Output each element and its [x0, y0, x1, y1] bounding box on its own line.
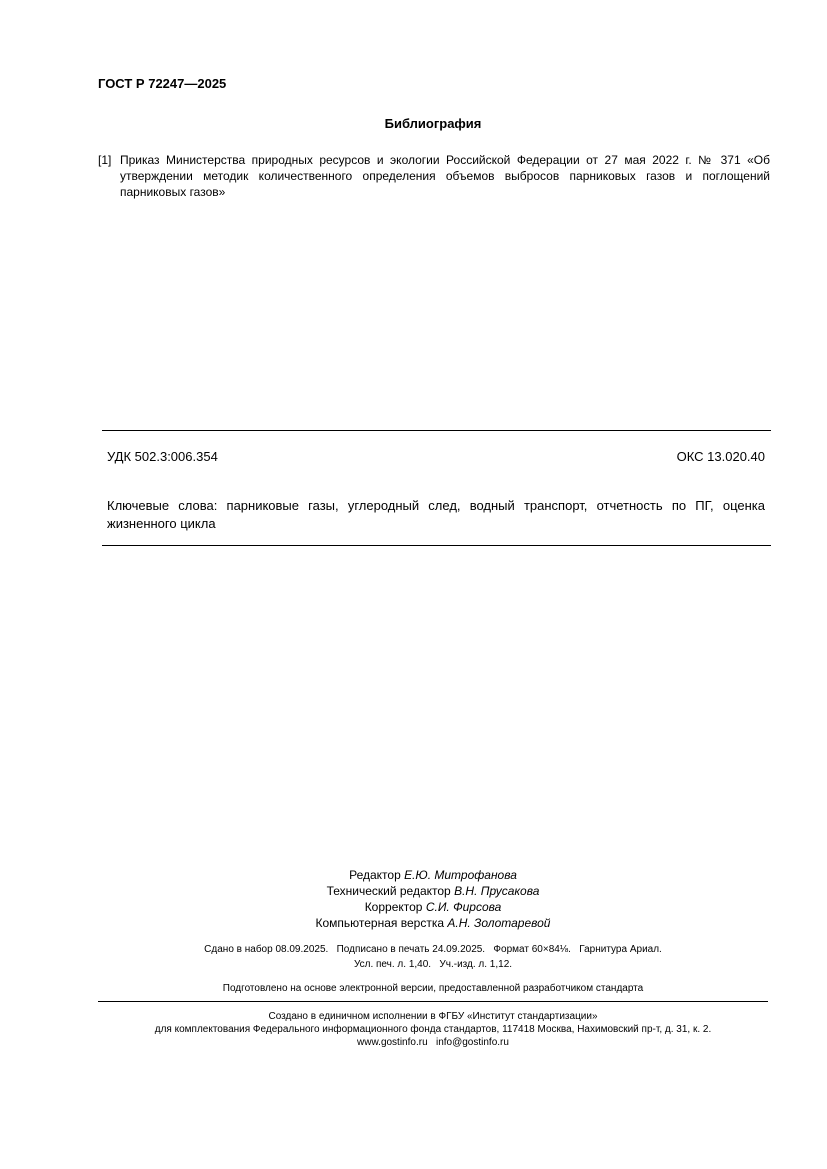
staff-credits: [0, 867, 827, 931]
divider-publisher: [98, 1001, 768, 1002]
udk-code: УДК 502.3:006.354: [107, 449, 218, 464]
staff-layout: Компьютерная верстка А.Н. Золотаревой: [315, 916, 551, 930]
print-info-line2: Усл. печ. л. 1,40. Уч.-изд. л. 1,12.: [353, 959, 513, 970]
bibliography-item-text: Приказ Министерства природных ресурсов и экологии Российской Федерации от 27 мая 2022 г. № 371 «Об утверждении методик количественного определения объемов выбросов парниковых газов и поглощений парниковых газов»: [120, 153, 770, 199]
publisher-line3: www.gostinfo.ru info@gostinfo.ru: [357, 1037, 509, 1048]
publisher-info: [0, 1010, 827, 1049]
print-info-line1: Сдано в набор 08.09.2025. Подписано в печать 24.09.2025. Формат 60×84⅛. Гарнитура Ариал.: [204, 944, 662, 955]
divider-top: [102, 430, 771, 431]
staff-tech-editor: Технический редактор В.Н. Прусакова: [326, 884, 540, 898]
staff-corrector: Корректор С.И. Фирсова: [364, 900, 502, 914]
bibliography-item: [98, 152, 770, 200]
print-info: [0, 942, 827, 972]
publisher-line1: Создано в единичном исполнении в ФГБУ «Институт стандартизации»: [268, 1011, 598, 1022]
bibliography-item-number: [1]: [98, 153, 112, 167]
staff-editor: Редактор Е.Ю. Митрофанова: [349, 868, 517, 882]
keywords: Ключевые слова: парниковые газы, углеродный след, водный транспорт, отчетность по ПГ, оценка жизненного цикла: [107, 498, 765, 531]
prepared-note: Подготовлено на основе электронной версии, предоставленной разработчиком стандарта: [222, 983, 644, 994]
standard-code: ГОСТ Р 72247—2025: [98, 76, 227, 91]
oks-code: ОКС 13.020.40: [676, 449, 765, 464]
divider-bottom: [102, 545, 771, 546]
publisher-line2: для комплектования Федерального информационного фонда стандартов, 117418 Москва, Нахимовский пр-т, д. 31, к. 2.: [154, 1024, 712, 1035]
bibliography-title: Библиография: [384, 116, 482, 131]
